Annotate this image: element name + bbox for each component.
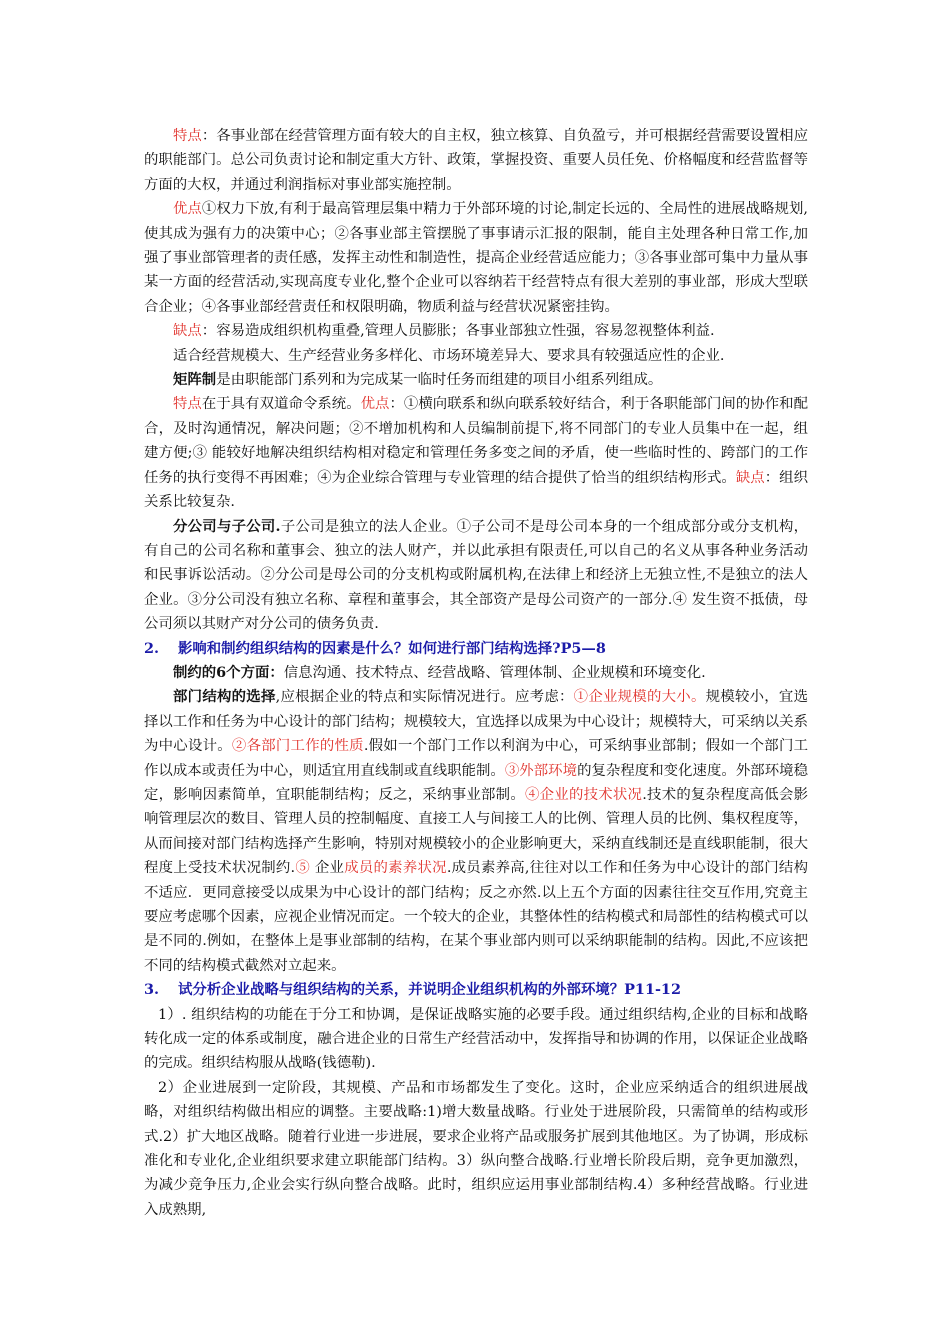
- paragraph-department-structure: [144, 685, 808, 978]
- question-number-3: 3.: [144, 981, 160, 999]
- paragraph-advantages: [144, 197, 808, 319]
- paragraph-matrix-features: [144, 392, 808, 514]
- factor-members-number: ⑤: [295, 860, 311, 877]
- matrix-text: 是由职能部门系列和为完成某一临时任务而组建的项目小组系列组成。: [216, 372, 663, 389]
- question-text-3: 试分析企业战略与组织结构的关系，并说明企业组织机构的外部环境？P11-12: [178, 981, 681, 999]
- question-number-2: 2.: [144, 639, 160, 657]
- label-features: 特点: [173, 128, 202, 144]
- strategy-2-text: 2）企业进展到一定阶段，其规模、产品和市场都发生了变化。这时，企业应采纳适合的组织进展战略，对组织结构做出相应的调整。主要战略:1)增大数量战略。行业处于进展阶段，只需简单的结构或形式.2）扩大地区战略。随着行业进一步进展，要求企业将产品或服务扩展到其他地区。为了协调，形成标准化和专业化,企业组织要求建立职能部门结构。3）纵向整合战略.行业增长阶段后期，竞争更加激烈，为减少竞争压力,企业会实行纵向整合战略。此时，组织应运用事业部制结构.4）多种经营战略。行业进入成熟期,: [144, 1079, 808, 1218]
- label-disadvantages: 缺点: [173, 323, 202, 340]
- paragraph-matrix: [144, 368, 808, 392]
- branch-subsidiary-term: 分公司与子公司.: [173, 517, 281, 535]
- paragraph-features: [144, 124, 808, 197]
- branch-subsidiary-text: 子公司是独立的法人企业。①子公司不是母公司本身的一个组成部分或分支机构，有自己的公司名称和董事会、独立的法人财产，并以此承担有限责任,可以自己的名义从事各种业务活动和民事诉讼活动。②分公司是母公司的分支机构或附属机构,在法律上和经济上无独立性,不是独立的法人企业。③分公司没有独立名称、章程和董事会，其全部资产是母公司资产的一部分.④ 发生资不抵债，母公司须以其财产对分公司的债务负责.: [144, 518, 808, 633]
- six-aspects-text: 信息沟通、技术特点、经营战略、管理体制、企业规模和环境变化.: [283, 664, 706, 681]
- paragraph-strategy-1: [144, 1003, 808, 1076]
- factor-size: ①企业规模的大小。: [573, 689, 706, 706]
- advantages-text: ①权力下放,有利于最高管理层集中精力于外部环境的讨论,制定长远的、全局性的进展战略规划,使其成为强有力的决策中心；②各事业部主管摆脱了事事请示汇报的限制，能自主处理各种日常工作,加强了事业部管理者的责任感，发挥主动性和制造性，提高企业经营适应能力；③各事业部可集中力量从事某一方面的经营活动,实现高度专业化,整个企业可以容纳若干经营特点有很大差别的事业部，形成大型联合企业；④各事业部经营责任和权限明确，物质利益与经营状况紧密挂钩。: [144, 201, 808, 315]
- factor-environment-text: 的复杂程度和变化速度。外部环境稳定，影响因素简单，宜职能制结构；反之，采纳事业部制。: [144, 762, 808, 803]
- matrix-features-text: 在于具有双道命令系统。: [201, 396, 361, 413]
- department-structure-text: ,应根据企业的特点和实际情况进行。应考虑：: [275, 689, 574, 706]
- paragraph-disadvantages: [144, 319, 808, 343]
- strategy-1-text: 1）. 组织结构的功能在于分工和协调，是保证战略实施的必要手段。通过组织结构,企业的目标和战略转化成一定的体系或制度，融合进企业的日常生产经营活动中，发挥指导和协调的作用，以保证企业战略的完成。组织结构服从战略(钱德勒).: [144, 1006, 808, 1072]
- factor-size-text: 规模较小，宜选择以工作和任务为中心设计的部门结构；规模较大，宜选择以成果为中心设计；规模特大，可采纳以关系为中心设计。: [144, 689, 808, 755]
- disadvantages-text: ：容易造成组织机构重叠,管理人员膨胀；各事业部独立性强，容易忽视整体利益.: [201, 323, 715, 340]
- features-text: ：各事业部在经营管理方面有较大的自主权，独立核算、自负盈亏，并可根据经营需要设置相应的职能部门。总公司负责讨论和制定重大方针、政策，掌握投资、重要人员任免、价格幅度和经营监督等方面的大权，并通过利润指标对事业部实施控制。: [144, 128, 808, 193]
- factor-technology-text: .技术的复杂程度高低会影响管理层次的数目、管理人员的控制幅度、直接工人与间接工人的比例、管理人员的比例、集权程度等，从而间接对部门结构选择产生影响，特别对规模较小的企业影响更大，采纳直线制还是直线职能制，很大程度上受技术状况制约.: [144, 786, 808, 877]
- department-structure-term: 部门结构的选择: [173, 688, 276, 706]
- factor-environment: ③外部环境: [504, 762, 578, 779]
- factor-work-nature: ②各部门工作的性质: [231, 738, 364, 755]
- six-aspects-term: 制约的6个方面：: [173, 663, 284, 681]
- factor-members: 成员的素养状况: [344, 860, 447, 877]
- document-page: [144, 124, 808, 1222]
- question-heading-2: [144, 637, 808, 661]
- factor-technology: ④企业的技术状况: [524, 786, 643, 803]
- label-matrix-disadvantages: 缺点: [735, 469, 765, 486]
- question-heading-3: [144, 978, 808, 1002]
- paragraph-six-aspects: [144, 661, 808, 685]
- factor-members-prefix: 企业: [310, 860, 345, 877]
- question-text-2: 影响和制约组织结构的因素是什么？如何进行部门结构选择?P5—8: [178, 639, 606, 657]
- suitability-text: 适合经营规模大、生产经营业务多样化、市场环境差异大、要求具有较强适应性的企业.: [173, 347, 725, 364]
- label-matrix-features: 特点: [173, 396, 202, 413]
- paragraph-suitability: [144, 344, 808, 368]
- paragraph-branch-subsidiary: [144, 515, 808, 637]
- matrix-advantages-text: ：①横向联系和纵向联系较好结合，利于各职能部门间的协作和配合，及时沟通情况，解决问题；②不增加机构和人员编制前提下,将不同部门的专业人员集中在一起，组建方便;③ 能较好地解决组织结构相对稳定和管理任务多变之间的矛盾，使一些临时性的、跨部门的工作任务的执行变得不再困难；④为企业综合管理与专业管理的结合提供了恰当的组织结构形式。: [144, 396, 808, 486]
- paragraph-strategy-2: [144, 1076, 808, 1222]
- label-matrix-advantages: 优点: [360, 396, 390, 413]
- label-advantages: 优点: [173, 201, 202, 218]
- matrix-term: 矩阵制: [173, 371, 217, 389]
- factor-work-nature-text: .假如一个部门工作以利润为中心，可采纳事业部制；假如一个部门工作以成本或责任为中心，则适宜用直线制或直线职能制。: [144, 738, 808, 779]
- matrix-disadvantages-text: ：组织关系比较复杂.: [144, 469, 808, 511]
- factor-members-text: .成员素养高,往往对以工作和任务为中心设计的部门结构不适应．更同意接受以成果为中心设计的部门结构；反之亦然.以上五个方面的因素往往交互作用,究竟主要应考虑哪个因素，应视企业情况而定。一个较大的企业，其整体性的结构模式和局部性的结构模式可以是不同的.例如，在整体上是事业部制的结构，在某个事业部内则可以采纳职能制的结构。因此,不应该把不同的结构模式截然对立起来。: [144, 860, 808, 974]
